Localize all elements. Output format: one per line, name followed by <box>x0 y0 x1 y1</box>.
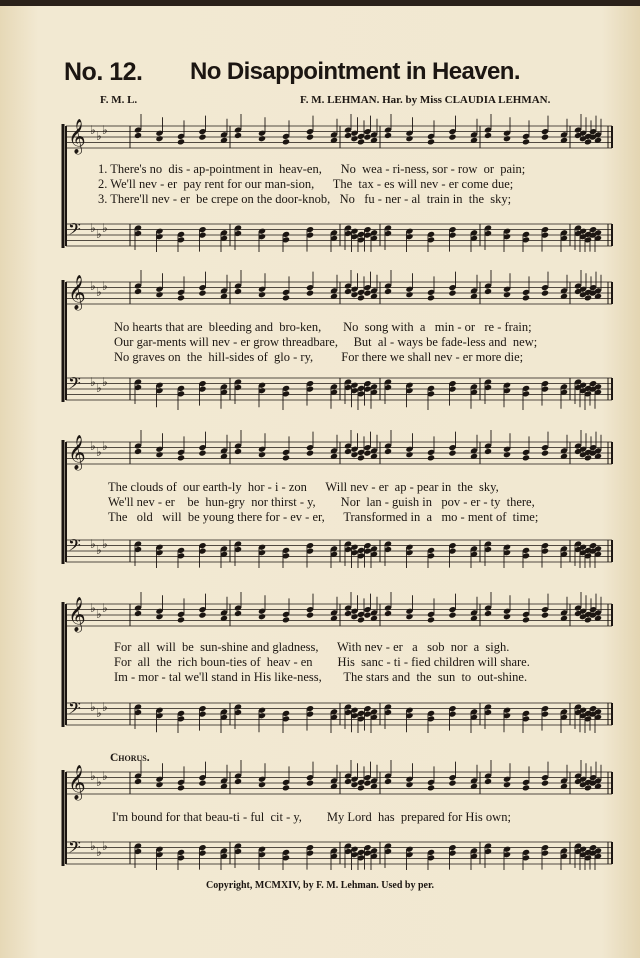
svg-text:♭: ♭ <box>90 769 96 783</box>
music-system-4 <box>60 588 620 733</box>
lyric-line: No graves on the hill-sides of glo - ry, For there we shall nev - er more die; <box>114 350 524 364</box>
lyric-line: Our gar-ments will nev - er grow threadbare, But al - ways be fade-less and new; <box>114 335 538 349</box>
svg-text:♭: ♭ <box>96 845 102 859</box>
hymn-number: No. 12. <box>64 58 143 86</box>
svg-text:♭: ♭ <box>102 375 108 389</box>
lyric-line: 1. There's no dis - ap-pointment in heav-en, No wea - ri-ness, sor - row or pain; <box>98 162 526 176</box>
svg-text:𝄢: 𝄢 <box>68 698 81 722</box>
lyric-line: No hearts that are bleeding and bro-ken, No song with a min - or re - frain; <box>114 320 532 334</box>
svg-text:♭: ♭ <box>96 775 102 789</box>
top-border <box>0 0 640 6</box>
svg-text:♭: ♭ <box>102 769 108 783</box>
svg-text:♭: ♭ <box>102 439 108 453</box>
lyric-line: The old will be young there for - ev - er, Transformed in a mo - ment of time; <box>108 510 539 524</box>
svg-text:♭: ♭ <box>102 839 108 853</box>
svg-text:𝄢: 𝄢 <box>68 373 81 397</box>
svg-text:𝄞: 𝄞 <box>68 435 86 470</box>
svg-text:𝄞: 𝄞 <box>68 119 86 154</box>
svg-text:♭: ♭ <box>90 839 96 853</box>
svg-text:𝄢: 𝄢 <box>68 219 81 243</box>
svg-text:𝄞: 𝄞 <box>68 765 86 800</box>
svg-text:♭: ♭ <box>96 129 102 143</box>
svg-text:♭: ♭ <box>90 537 96 551</box>
svg-text:𝄞: 𝄞 <box>68 275 86 310</box>
svg-text:♭: ♭ <box>90 279 96 293</box>
music-system-5 <box>60 760 620 870</box>
svg-text:♭: ♭ <box>90 439 96 453</box>
svg-text:𝄢: 𝄢 <box>68 837 81 861</box>
lyricist-credit: F. M. L. <box>100 94 138 106</box>
svg-text:♭: ♭ <box>90 123 96 137</box>
music-system-2 <box>60 270 620 410</box>
copyright-notice: Copyright, MCMXIV, by F. M. Lehman. Used by per. <box>206 880 434 891</box>
hymn-title: No Disappointment in Heaven. <box>190 58 520 85</box>
svg-text:♭: ♭ <box>96 285 102 299</box>
svg-text:♭: ♭ <box>96 607 102 621</box>
svg-text:♭: ♭ <box>96 381 102 395</box>
lyric-line: Im - mor - tal we'll stand in His like-ness, The stars and the sun to out-shine. <box>114 670 528 684</box>
svg-text:♭: ♭ <box>102 279 108 293</box>
lyric-line: 2. We'll nev - er pay rent for our man-sion, The tax - es will nev - er come due; <box>98 177 514 191</box>
svg-text:♭: ♭ <box>90 375 96 389</box>
svg-text:♭: ♭ <box>102 537 108 551</box>
svg-text:♭: ♭ <box>96 706 102 720</box>
chorus-label: Chorus. <box>110 752 150 764</box>
svg-text:♭: ♭ <box>90 601 96 615</box>
lyric-line: The clouds of our earth-ly hor - i - zon Will nev - er ap - pear in the sky, <box>108 480 499 494</box>
lyric-line: For all will be sun-shine and gladness, With nev - er a sob nor a sigh. <box>114 640 510 654</box>
svg-text:♭: ♭ <box>102 221 108 235</box>
svg-text:♭: ♭ <box>96 445 102 459</box>
lyric-line: 3. There'll nev - er be crepe on the door-knob, No fu - ner - al train in the sky; <box>98 192 512 206</box>
composer-credit: F. M. LEHMAN. Har. by Miss CLAUDIA LEHMAN. <box>300 94 551 106</box>
svg-text:♭: ♭ <box>90 221 96 235</box>
svg-text:𝄢: 𝄢 <box>68 535 81 559</box>
music-system-3 <box>60 428 620 568</box>
music-system-1 <box>60 112 620 252</box>
lyric-line: I'm bound for that beau-ti - ful cit - y, My Lord has prepared for His own; <box>112 810 511 824</box>
svg-text:♭: ♭ <box>102 601 108 615</box>
svg-text:♭: ♭ <box>96 543 102 557</box>
svg-text:♭: ♭ <box>102 123 108 137</box>
svg-text:♭: ♭ <box>102 700 108 714</box>
svg-text:𝄞: 𝄞 <box>68 597 86 632</box>
svg-text:♭: ♭ <box>96 227 102 241</box>
svg-text:♭: ♭ <box>90 700 96 714</box>
lyric-line: We'll nev - er be hun-gry nor thirst - y, Nor lan - guish in pov - er - ty there, <box>108 495 535 509</box>
lyric-line: For all the rich boun-ties of heav - en His sanc - ti - fied children will share. <box>114 655 530 669</box>
